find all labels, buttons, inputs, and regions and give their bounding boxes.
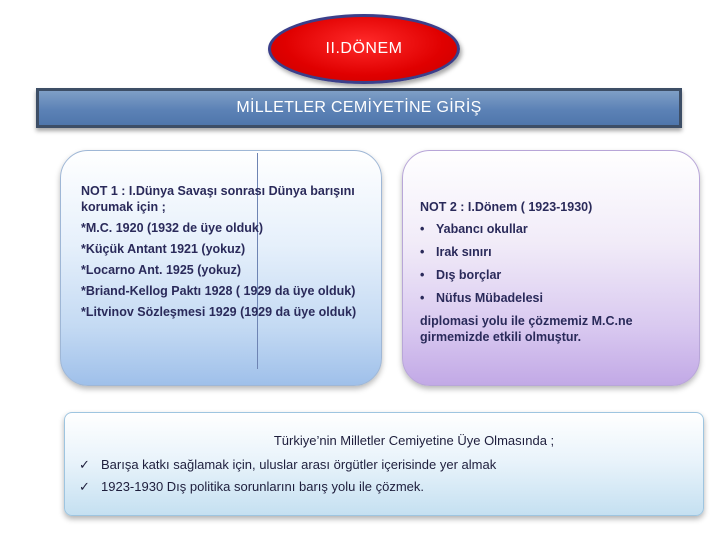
- summary-item: [79, 457, 496, 473]
- bullet-icon: •: [420, 268, 425, 282]
- note-1-content: [81, 183, 377, 325]
- summary-item-label: 1923-1930 Dış politika sorunlarını barış yolu ile çözmek.: [101, 479, 424, 494]
- bullet-icon: •: [420, 291, 425, 305]
- note-1-line: *Locarno Ant. 1925 (yokuz): [81, 263, 241, 277]
- note-1-line: *M.C. 1920 (1932 de üye olduk): [81, 221, 264, 235]
- list-item: [420, 267, 694, 283]
- membership-summary-box: [64, 412, 704, 516]
- note-1-heading: NOT 1 : I.Dünya Savaşı sonrası Dünya barışını korumak için ;: [81, 184, 355, 214]
- list-item: [420, 221, 694, 237]
- list-item: [420, 290, 694, 306]
- list-item: [420, 244, 694, 260]
- summary-item-label: Barışa katkı sağlamak için, uluslar arası örgütler içerisinde yer almak: [101, 457, 497, 472]
- note-1-line: *Litvinov Sözleşmesi 1929 (1929 da üye olduk): [81, 305, 357, 319]
- summary-title: Türkiye’nin Milletler Cemiyetine Üye Olmasında ;: [273, 433, 555, 448]
- note-2-box: [402, 150, 700, 386]
- checkmark-icon: ✓: [79, 457, 90, 472]
- checkmark-icon: ✓: [79, 479, 90, 494]
- list-item-label: Dış borçlar: [436, 268, 502, 282]
- note-2-heading: NOT 2 : I.Dönem ( 1923-1930): [420, 200, 593, 214]
- note-2-content: [420, 199, 694, 345]
- note-2-conclusion: diplomasi yolu ile çözmemiz M.C.ne girmemizde etkili olmuştur.: [420, 314, 633, 344]
- note-1-line: *Küçük Antant 1921 (yokuz): [81, 242, 246, 256]
- note-1-line: *Briand-Kellog Paktı 1928 ( 1929 da üye olduk): [81, 284, 356, 298]
- banner-title: MİLLETLER CEMİYETİNE GİRİŞ: [236, 99, 482, 116]
- list-item-label: Nüfus Mübadelesi: [436, 291, 543, 305]
- bullet-icon: •: [420, 245, 425, 259]
- period-label: II.DÖNEM: [325, 40, 403, 57]
- note-2-list: [420, 221, 694, 306]
- title-banner: [36, 88, 682, 128]
- summary-item: [79, 479, 424, 495]
- list-item-label: Yabancı okullar: [436, 222, 528, 236]
- list-item-label: Irak sınırı: [436, 245, 492, 259]
- bullet-icon: •: [420, 222, 425, 236]
- period-oval: [268, 14, 460, 84]
- note-1-box: [60, 150, 382, 386]
